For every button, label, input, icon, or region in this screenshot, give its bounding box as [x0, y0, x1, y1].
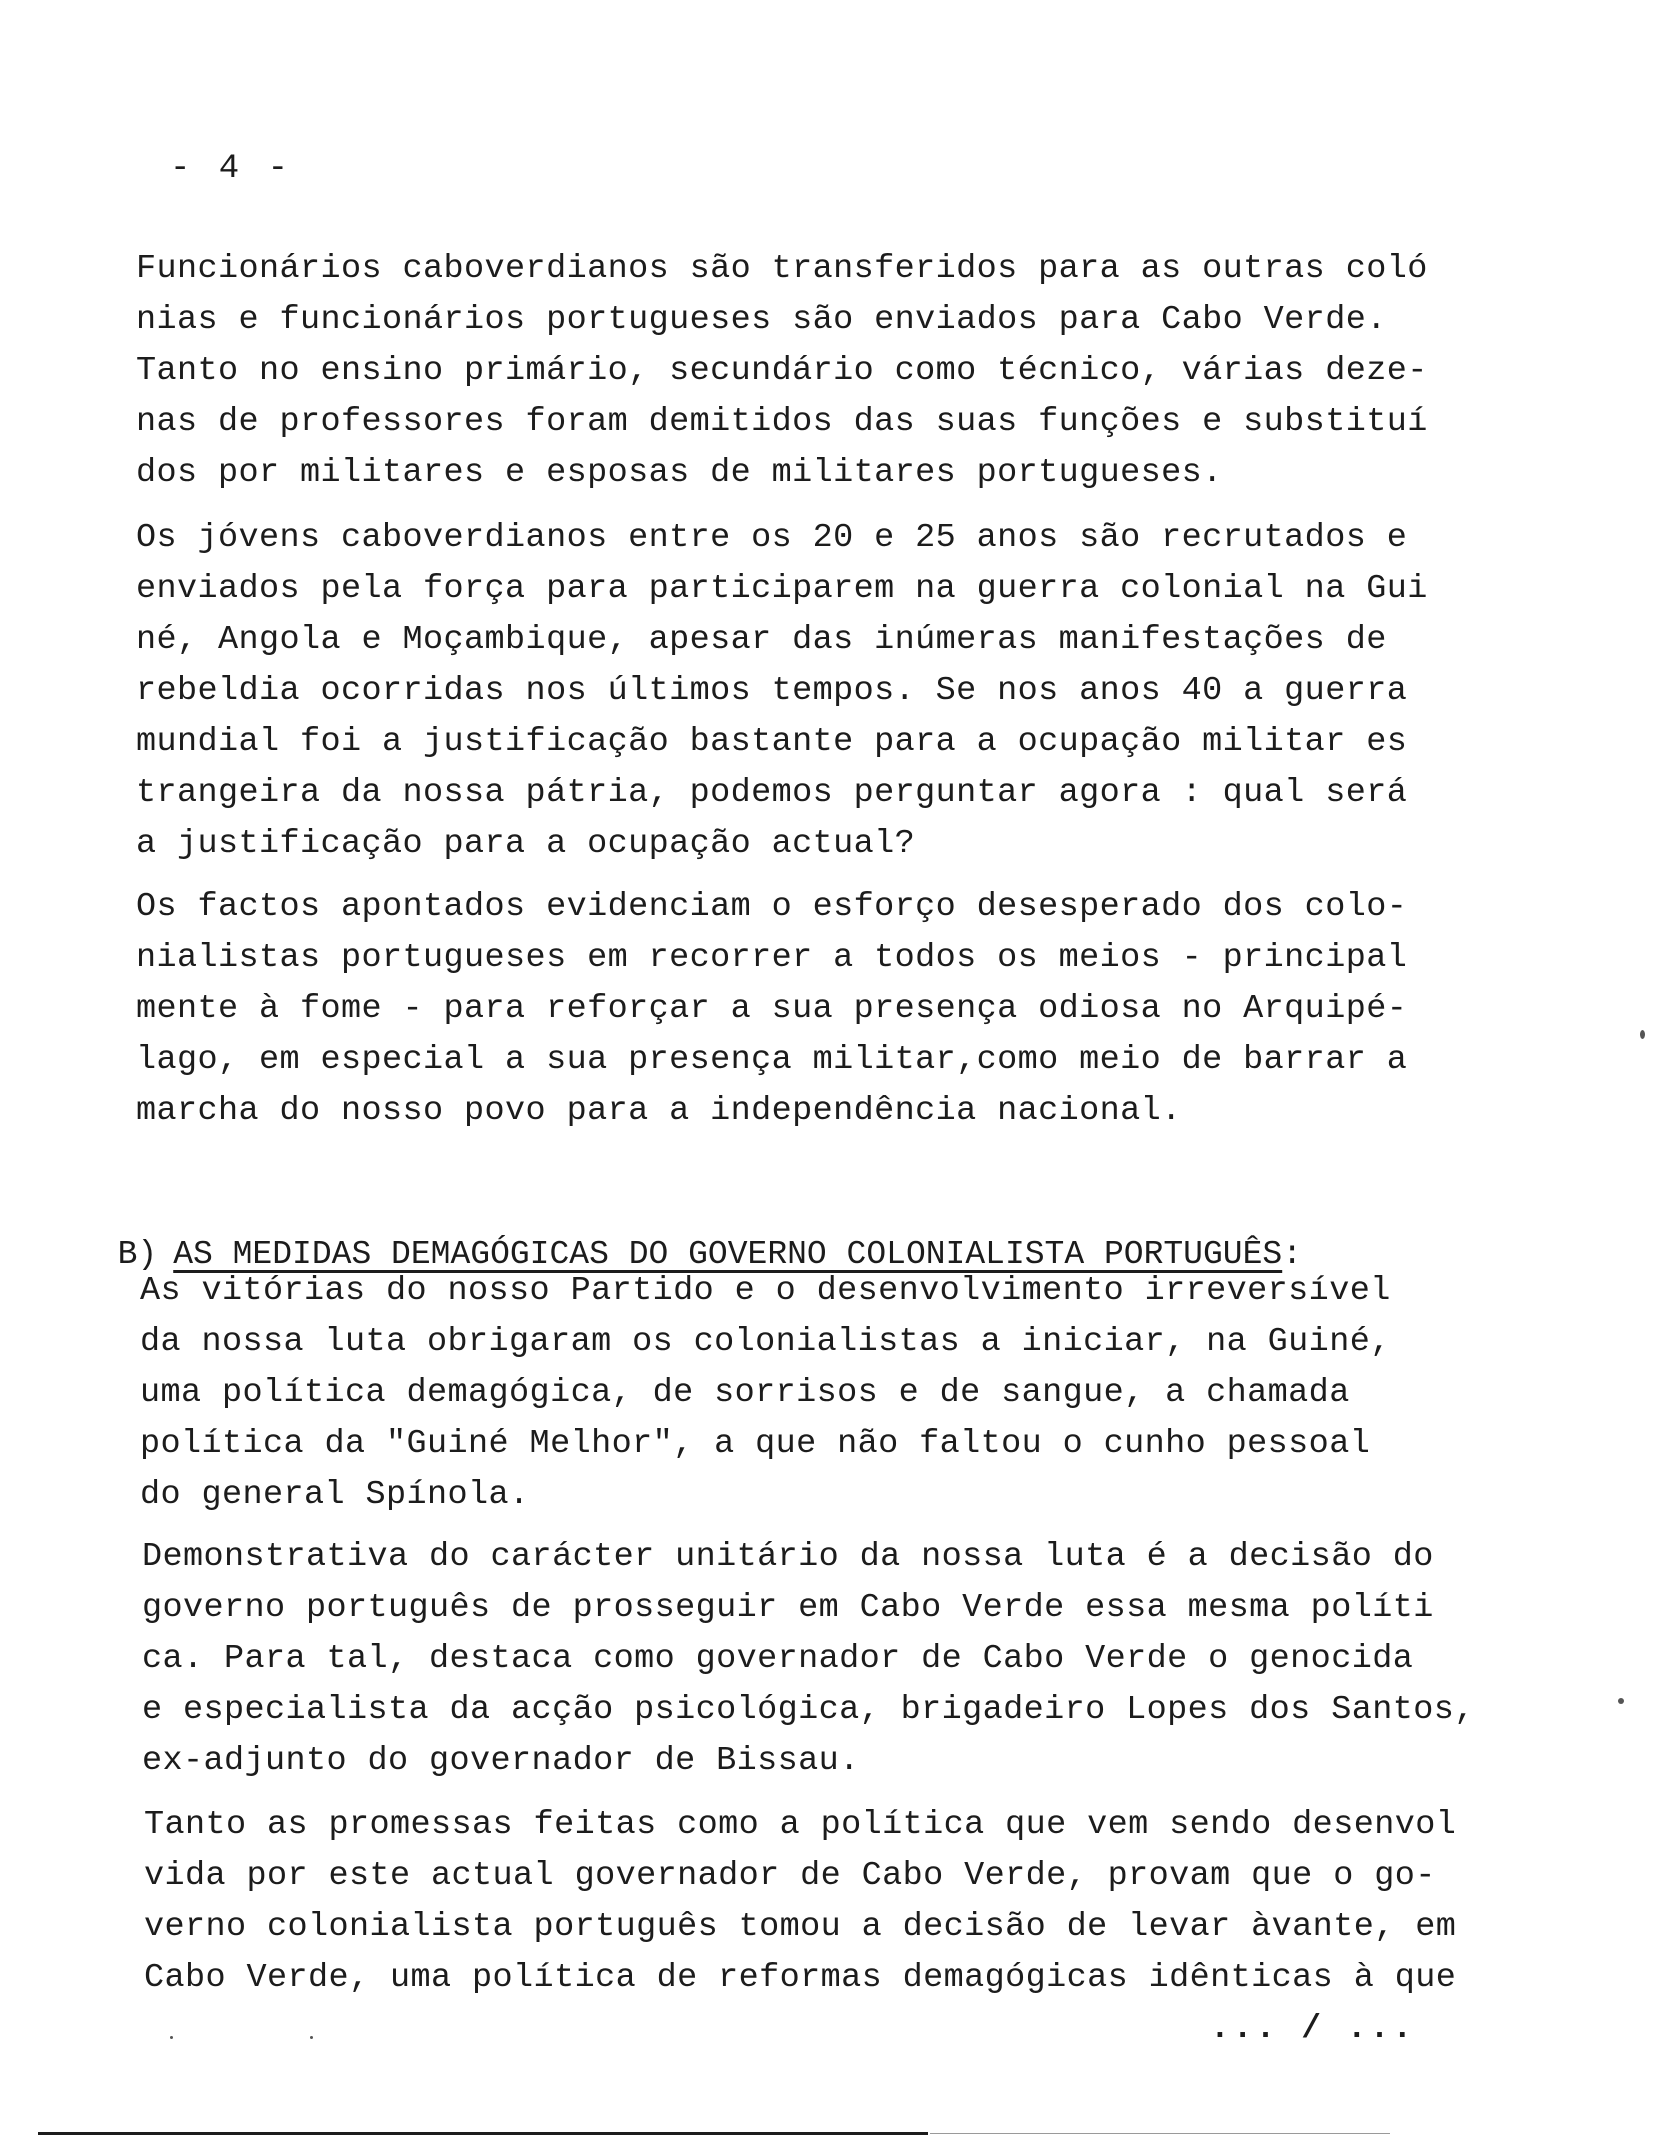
text-line: Os factos apontados evidenciam o esforço desesperado dos colo-: [136, 888, 1408, 926]
text-line: dos por militares e esposas de militares portugueses.: [136, 454, 1223, 492]
paragraph-1: [136, 244, 1428, 499]
text-line: Funcionários caboverdianos são transferidos para as outras coló: [136, 250, 1428, 288]
text-line: Os jóvens caboverdianos entre os 20 e 25 anos são recrutados e: [136, 519, 1408, 557]
text-line: marcha do nosso povo para a independência nacional.: [136, 1092, 1182, 1130]
bottom-rule-faint: [930, 2133, 1390, 2134]
text-line: mundial foi a justificação bastante para a ocupação militar es: [136, 723, 1408, 761]
text-line: do general Spínola.: [140, 1476, 530, 1514]
scan-speck: [310, 2036, 313, 2039]
bottom-rule: [38, 2132, 928, 2135]
text-line: e especialista da acção psicológica, brigadeiro Lopes dos Santos,: [142, 1691, 1475, 1729]
section-suffix: :: [1282, 1236, 1303, 1273]
text-line: verno colonialista português tomou a decisão de levar àvante, em: [144, 1908, 1457, 1946]
section-paragraph-2: [142, 1532, 1475, 1787]
paragraph-3: [136, 882, 1407, 1137]
text-line: lago, em especial a sua presença militar,como meio de barrar a: [136, 1041, 1408, 1079]
text-line: nas de professores foram demitidos das suas funções e substituí: [136, 403, 1428, 441]
scan-speck: [1618, 1698, 1624, 1704]
text-line: nialistas portugueses em recorrer a todos os meios - principal: [136, 939, 1408, 977]
section-paragraph-3: [144, 1800, 1456, 2004]
scan-speck: [170, 2036, 173, 2039]
text-line: rebeldia ocorridas nos últimos tempos. Se nos anos 40 a guerra: [136, 672, 1408, 710]
text-line: nias e funcionários portugueses são enviados para Cabo Verde.: [136, 301, 1387, 339]
text-line: né, Angola e Moçambique, apesar das inúmeras manifestações de: [136, 621, 1387, 659]
text-line: As vitórias do nosso Partido e o desenvolvimento irreversível: [140, 1272, 1391, 1310]
text-line: a justificação para a ocupação actual?: [136, 825, 916, 863]
text-line: enviados pela força para participarem na guerra colonial na Gui: [136, 570, 1428, 608]
text-line: Tanto as promessas feitas como a política que vem sendo desenvol: [144, 1806, 1457, 1844]
text-line: política da "Guiné Melhor", a que não faltou o cunho pessoal: [140, 1425, 1371, 1463]
text-line: uma política demagógica, de sorrisos e de sangue, a chamada: [140, 1374, 1350, 1412]
text-line: Demonstrativa do carácter unitário da nossa luta é a decisão do: [142, 1538, 1434, 1576]
section-title: AS MEDIDAS DEMAGÓGICAS DO GOVERNO COLONIALISTA PORTUGUÊS: [173, 1236, 1283, 1273]
section-label: B): [117, 1236, 158, 1273]
text-line: mente à fome - para reforçar a sua presença odiosa no Arquipé-: [136, 990, 1408, 1028]
text-line: vida por este actual governador de Cabo Verde, provam que o go-: [144, 1857, 1436, 1895]
text-line: trangeira da nossa pátria, podemos perguntar agora : qual será: [136, 774, 1408, 812]
text-line: Tanto no ensino primário, secundário como técnico, várias deze-: [136, 352, 1428, 390]
paragraph-2: [136, 513, 1428, 870]
scan-speck: [1640, 1030, 1645, 1039]
section-heading: [78, 1178, 1302, 1280]
text-line: da nossa luta obrigaram os colonialistas a iniciar, na Guiné,: [140, 1323, 1391, 1361]
continuation-mark: ... / ...: [1210, 2010, 1416, 2047]
section-paragraph-1: [140, 1266, 1391, 1521]
text-line: ca. Para tal, destaca como governador de Cabo Verde o genocida: [142, 1640, 1414, 1678]
page-number: - 4 -: [170, 150, 293, 188]
text-line: governo português de prosseguir em Cabo Verde essa mesma políti: [142, 1589, 1434, 1627]
text-line: Cabo Verde, uma política de reformas demagógicas idênticas à que: [144, 1959, 1457, 1997]
text-line: ex-adjunto do governador de Bissau.: [142, 1742, 860, 1780]
